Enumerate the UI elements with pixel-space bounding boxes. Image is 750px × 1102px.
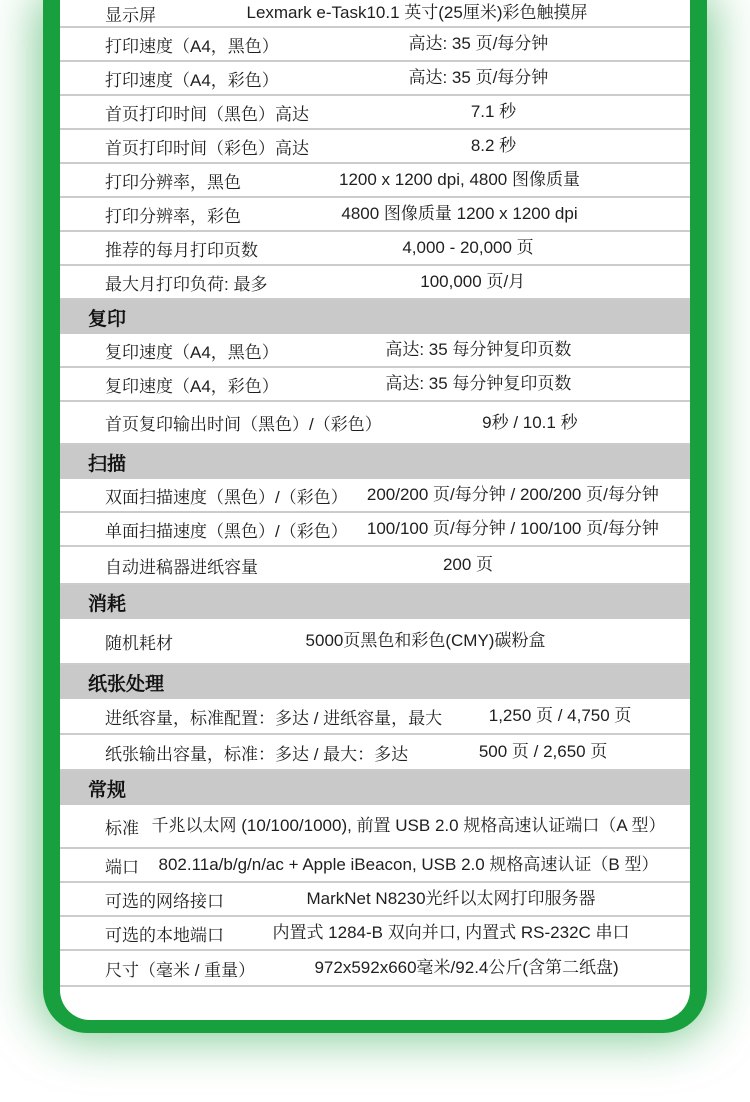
spec-row (60, 917, 690, 951)
spec-value: 100,000 页/月 (420, 272, 526, 292)
spec-value: 4,000 - 20,000 页 (402, 238, 534, 258)
spec-label: 自动进稿器进纸容量 (105, 557, 258, 577)
spec-label: 端口 (105, 857, 139, 877)
spec-row (60, 951, 690, 987)
spec-value: 7.1 秒 (470, 102, 517, 122)
spec-label: 最大月打印负荷: 最多 (105, 274, 268, 294)
spec-value: 802.11a/b/g/n/ac + Apple iBeacon, USB 2.0 规格高速认证（B 型） (158, 855, 659, 875)
spec-label: 显示屏 (105, 5, 156, 25)
spec-row (60, 619, 690, 665)
spec-label: 单面扫描速度（黑色）/（彩色） (105, 521, 348, 541)
spec-row (60, 130, 690, 164)
spec-value: 千兆以太网 (10/100/1000), 前置 USB 2.0 规格高速认证端口（A 型） (151, 816, 666, 836)
spec-row (60, 28, 690, 62)
spec-card (60, 0, 690, 1020)
section-title: 扫描 (88, 453, 127, 475)
spec-row (60, 62, 690, 96)
spec-value: 1,250 页 / 4,750 页 (488, 706, 632, 726)
section-title: 纸张处理 (88, 673, 165, 695)
spec-label: 标准 (105, 818, 139, 838)
spec-row (60, 479, 690, 513)
spec-row (60, 849, 690, 883)
section-header-paper-handling (60, 665, 690, 699)
spec-label: 可选的本地端口 (105, 925, 224, 945)
spec-row (60, 266, 690, 300)
section-title: 常规 (88, 779, 127, 801)
spec-value: Lexmark e-Task10.1 英寸(25厘米)彩色触摸屏 (246, 3, 588, 23)
section-header-supplies (60, 585, 690, 619)
spec-label: 进纸容量，标准配置：多达 / 进纸容量，最大 (105, 708, 443, 728)
spec-value: 100/100 页/每分钟 / 100/100 页/每分钟 (366, 519, 659, 539)
spec-value: 200 页 (442, 555, 494, 575)
spec-value: 9秒 / 10.1 秒 (482, 412, 578, 432)
spec-value: 200/200 页/每分钟 / 200/200 页/每分钟 (366, 485, 659, 505)
spec-label: 复印速度（A4，彩色） (105, 376, 279, 396)
spec-value: 972x592x660毫米/92.4公斤(含第二纸盘) (314, 958, 619, 978)
spec-label: 打印速度（A4，黑色） (105, 36, 279, 56)
spec-row (60, 0, 690, 28)
spec-label: 打印速度（A4，彩色） (105, 70, 279, 90)
section-title: 复印 (88, 308, 127, 330)
green-frame (43, 0, 707, 1033)
spec-value: 1200 x 1200 dpi, 4800 图像质量 (339, 170, 580, 190)
section-header-general (60, 771, 690, 805)
spec-label: 双面扫描速度（黑色）/（彩色） (105, 487, 348, 507)
spec-row (60, 164, 690, 198)
section-header-copy (60, 300, 690, 334)
spec-value: MarkNet N8230光纤以太网打印服务器 (306, 889, 596, 909)
spec-value: 高达: 35 页/每分钟 (408, 68, 549, 88)
spec-label: 打印分辨率，彩色 (105, 206, 241, 226)
spec-row (60, 513, 690, 547)
spec-label: 首页打印时间（彩色）高达 (105, 138, 309, 158)
spec-label: 纸张输出容量，标准：多达 / 最大：多达 (105, 744, 409, 764)
spec-value: 5000页黑色和彩色(CMY)碳粉盒 (305, 631, 546, 651)
spec-label: 随机耗材 (105, 633, 173, 653)
spec-row (60, 699, 690, 735)
spec-value: 500 页 / 2,650 页 (478, 742, 608, 762)
spec-row (60, 232, 690, 266)
spec-row (60, 334, 690, 368)
spec-row (60, 547, 690, 585)
spec-value: 8.2 秒 (470, 136, 517, 156)
spec-label: 推荐的每月打印页数 (105, 240, 258, 260)
spec-value: 高达: 35 每分钟复印页数 (385, 340, 572, 360)
spec-label: 尺寸（毫米 / 重量） (105, 960, 256, 980)
section-title: 消耗 (88, 593, 127, 615)
spec-label: 首页复印输出时间（黑色）/（彩色） (105, 415, 382, 434)
spec-value: 内置式 1284-B 双向并口, 内置式 RS-232C 串口 (272, 923, 630, 943)
spec-value: 高达: 35 每分钟复印页数 (385, 374, 572, 394)
spec-row (60, 368, 690, 402)
spec-row (60, 883, 690, 917)
spec-row (60, 805, 690, 849)
spec-label: 首页打印时间（黑色）高达 (105, 104, 309, 124)
spec-row (60, 96, 690, 130)
section-header-scan (60, 445, 690, 479)
spec-row (60, 402, 690, 445)
spec-label: 可选的网络接口 (105, 891, 224, 911)
spec-label: 打印分辨率，黑色 (105, 172, 241, 192)
spec-value: 高达: 35 页/每分钟 (408, 34, 549, 54)
spec-label: 复印速度（A4，黑色） (105, 342, 279, 362)
spec-row (60, 735, 690, 771)
spec-value: 4800 图像质量 1200 x 1200 dpi (341, 204, 578, 224)
spec-row (60, 198, 690, 232)
